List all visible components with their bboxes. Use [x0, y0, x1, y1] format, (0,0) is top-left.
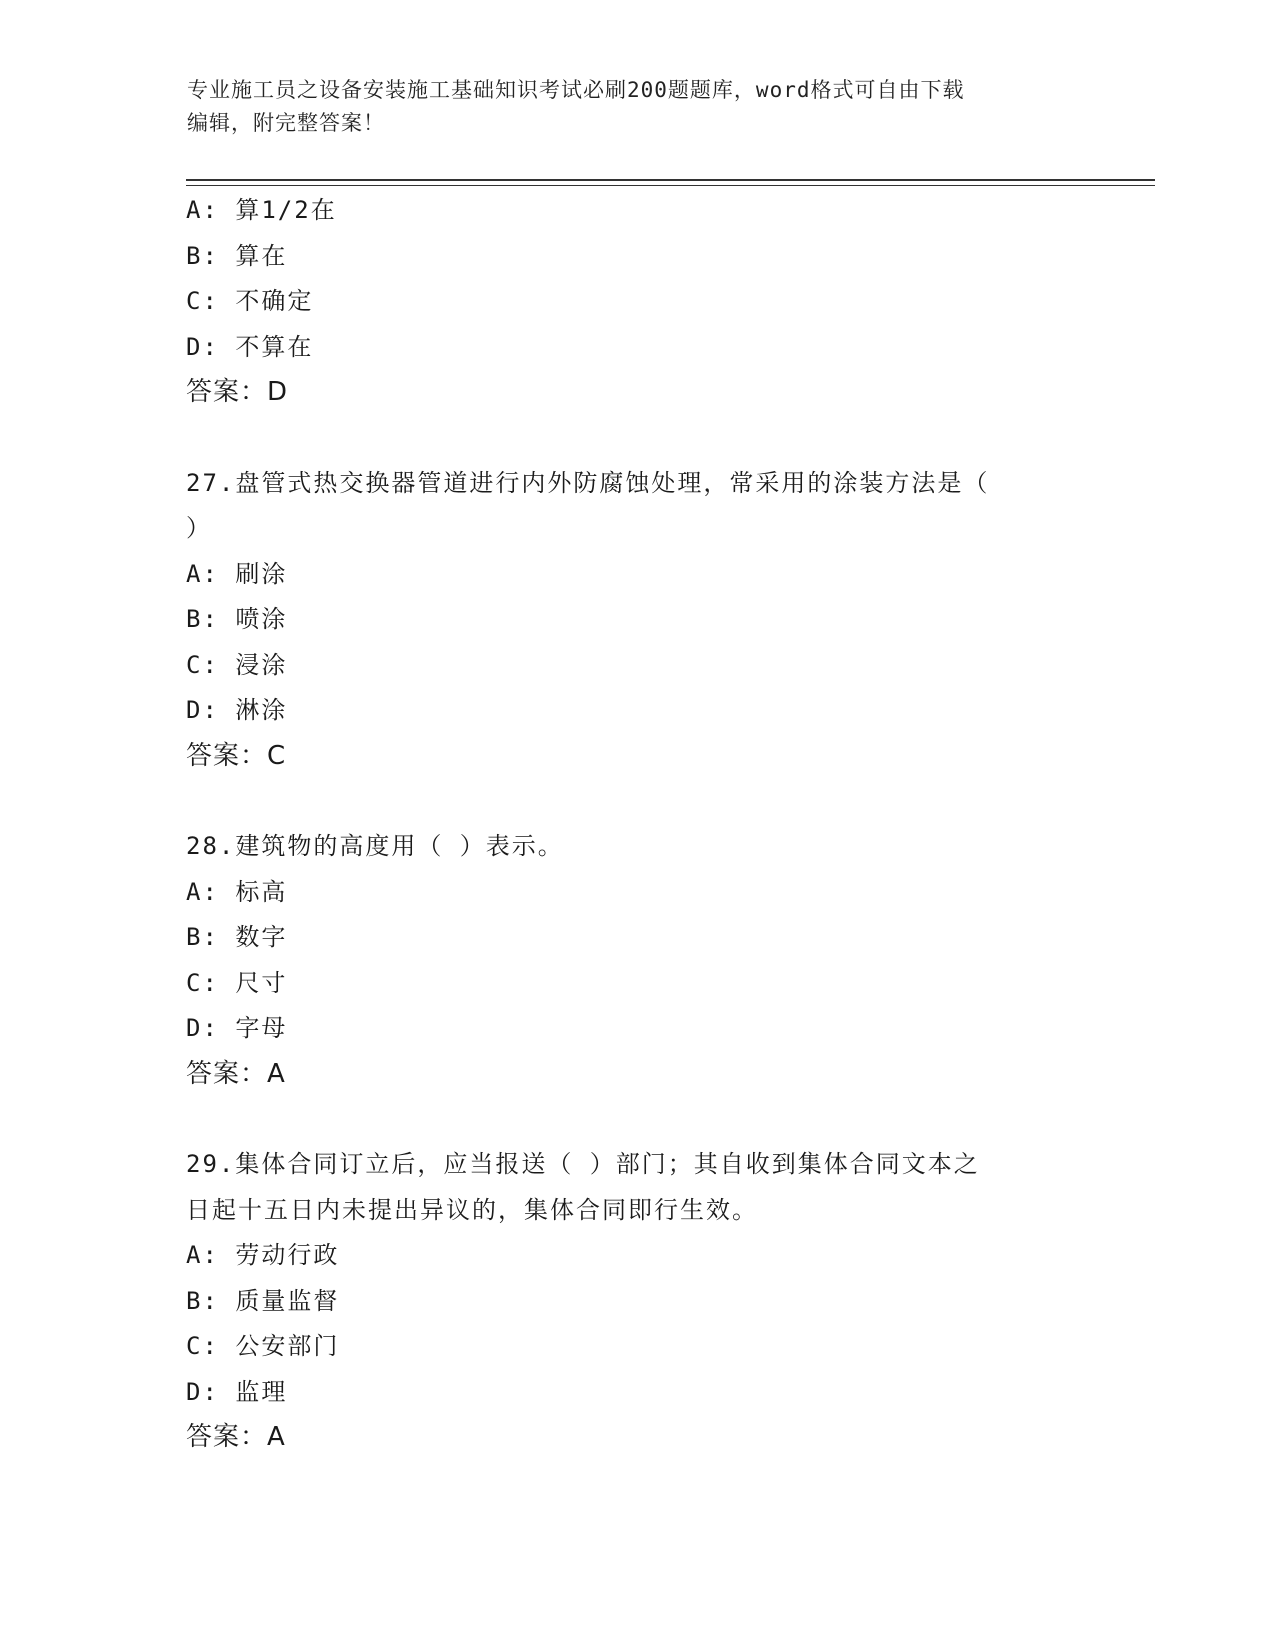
answer: 答案：A [186, 1058, 286, 1089]
option-a: A: 劳动行政 [186, 1241, 340, 1269]
header-rule-thin [186, 185, 1155, 186]
option-a: A: 算1/2在 [186, 196, 337, 224]
option-c: C: 尺寸 [186, 968, 288, 997]
option-d: D: 监理 [186, 1377, 288, 1406]
option-c: C: 公安部门 [186, 1332, 340, 1360]
question-27 [186, 461, 1086, 780]
header-line-1: 专业施工员之设备安装施工基础知识考试必刷200题题库，word格式可自由下载 [187, 78, 965, 102]
answer: 答案：A [186, 1422, 286, 1452]
document-header [187, 74, 1087, 140]
option-c: C: 不确定 [186, 287, 314, 315]
question-stem-cont: 日起十五日内未提出异议的，集体合同即行生效。 [186, 1195, 758, 1224]
answer: 答案：C [186, 740, 287, 771]
question-stem: 27.盘管式热交换器管道进行内外防腐蚀处理，常采用的涂装方法是（ [186, 468, 990, 497]
option-b: B: 质量监督 [186, 1286, 340, 1315]
answer: 答案：D [186, 377, 289, 407]
question-29 [186, 1142, 1086, 1461]
option-d: D: 淋涂 [186, 696, 288, 724]
question-stem: 28.建筑物的高度用（ ）表示。 [186, 832, 564, 860]
header-rule-thick [186, 179, 1155, 181]
question-28 [186, 824, 1086, 1097]
header-line-2: 编辑，附完整答案！ [187, 111, 385, 135]
question-26 [186, 188, 1086, 416]
option-a: A: 刷涂 [186, 559, 288, 588]
option-b: B: 喷涂 [186, 605, 288, 633]
question-stem: 29.集体合同订立后，应当报送（ ）部门；其自收到集体合同文本之 [186, 1150, 980, 1178]
option-b: B: 数字 [186, 923, 288, 951]
option-c: C: 浸涂 [186, 650, 288, 679]
option-d: D: 字母 [186, 1014, 288, 1042]
option-b: B: 算在 [186, 241, 288, 270]
question-list [186, 188, 1086, 1461]
question-stem-cont: ） [186, 514, 212, 542]
option-a: A: 标高 [186, 877, 288, 906]
option-d: D: 不算在 [186, 332, 314, 361]
